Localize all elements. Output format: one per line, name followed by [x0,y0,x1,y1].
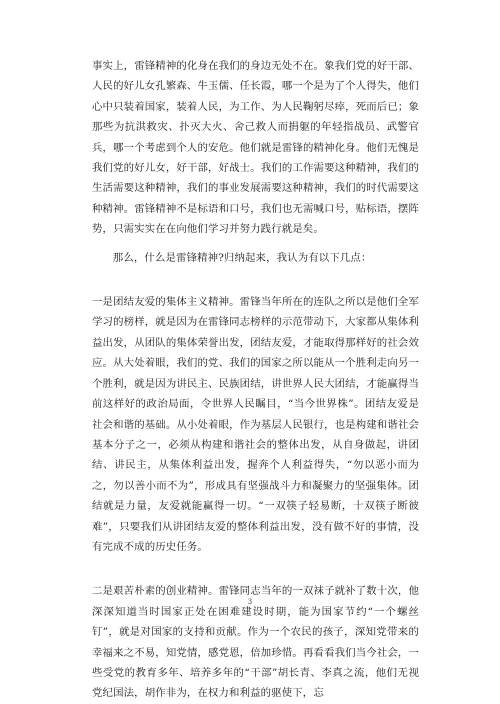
document-body [92,56,419,704]
paragraph-leifeng-embodiment: 事实上，雷锋精神的化身在我们的身边无处不在。象我们党的好干部、人民的好儿女孔繁森、牛玉儒、任长霞，哪一个是为了个人得失，他们心中只装着国家，装着人民，为工作、为人民鞠躬尽瘁，死而后已；象那些为抗洪救灾、扑灭大火、舍己救人而捐躯的年轻指战员、武警官兵，哪一个考虑到个人的安危。他们就是雷锋的精神化身。他们无愧是我们党的好儿女，好干部，好战士。我们的工作需要这种精神，我们的生活需要这种精神，我们的事业发展需要这种精神，我们的时代需要这种精神。雷锋精神不是标语和口号，我们也无需喊口号，贴标语，摆阵势，只需实实在在向他们学习并努力践行就是矣。 [92,60,419,236]
paragraph-question: 那么，什么是雷锋精神?归纳起来，我认为有以下几点： [112,251,372,264]
paragraph-frugality: 二是艰苦朴素的创业精神。雷锋同志当年的一双袜子就补了数十次，他深深知道当时国家正处在困难建设时期，能为国家节约“一个螺丝钉”，就是对国家的支持和贡献。作为一个农民的孩子，深知党带来的幸福来之不易，知党情，感党恩，倍加珍惜。再看看我们当今社会，一些受党的教育多年、培养多年的“干部”胡长青、李真之流，他们无视党纪国法，胡作非为，在权力和利益的驱使下，忘 [92,585,419,700]
paragraph-collectivism: 一是团结友爱的集体主义精神。雷锋当年所在的连队之所以是他们全军学习的榜样，就是因为在雷锋同志榜样的示范带动下，大家都从集体利益出发，从团队的集体荣誉出发，团结友爱，才能取得那样好的社会效应。从大处着眼，我们的党、我们的国家之所以能从一个胜利走向另一个胜利，就是因为讲民主、民族团结，讲世界人民大团结，才能赢得当前这样好的政治局面，令世界人民瞩目，“当今世界株”。团结友爱是社会和谐的基础。从小处着眼，作为基层人民银行，也是构建和谐社会基本分子之一，必须从构建和谐社会的整体出发，从自身做起，讲团结、讲民主，从集体利益出发，握奔个人利益得失，“勿以恶小而为之，勿以善小而不为”，形成具有坚强战斗力和凝聚力的坚强集体。团结就是力量，友爱就能赢得一切。“一双筷子轻易断，十双筷子断彼难”，只要我们从讲团结友爱的整体利益出发，没有做不好的事情，没有完成不成的历史任务。 [92,296,419,553]
page-number: 3 [247,598,253,606]
